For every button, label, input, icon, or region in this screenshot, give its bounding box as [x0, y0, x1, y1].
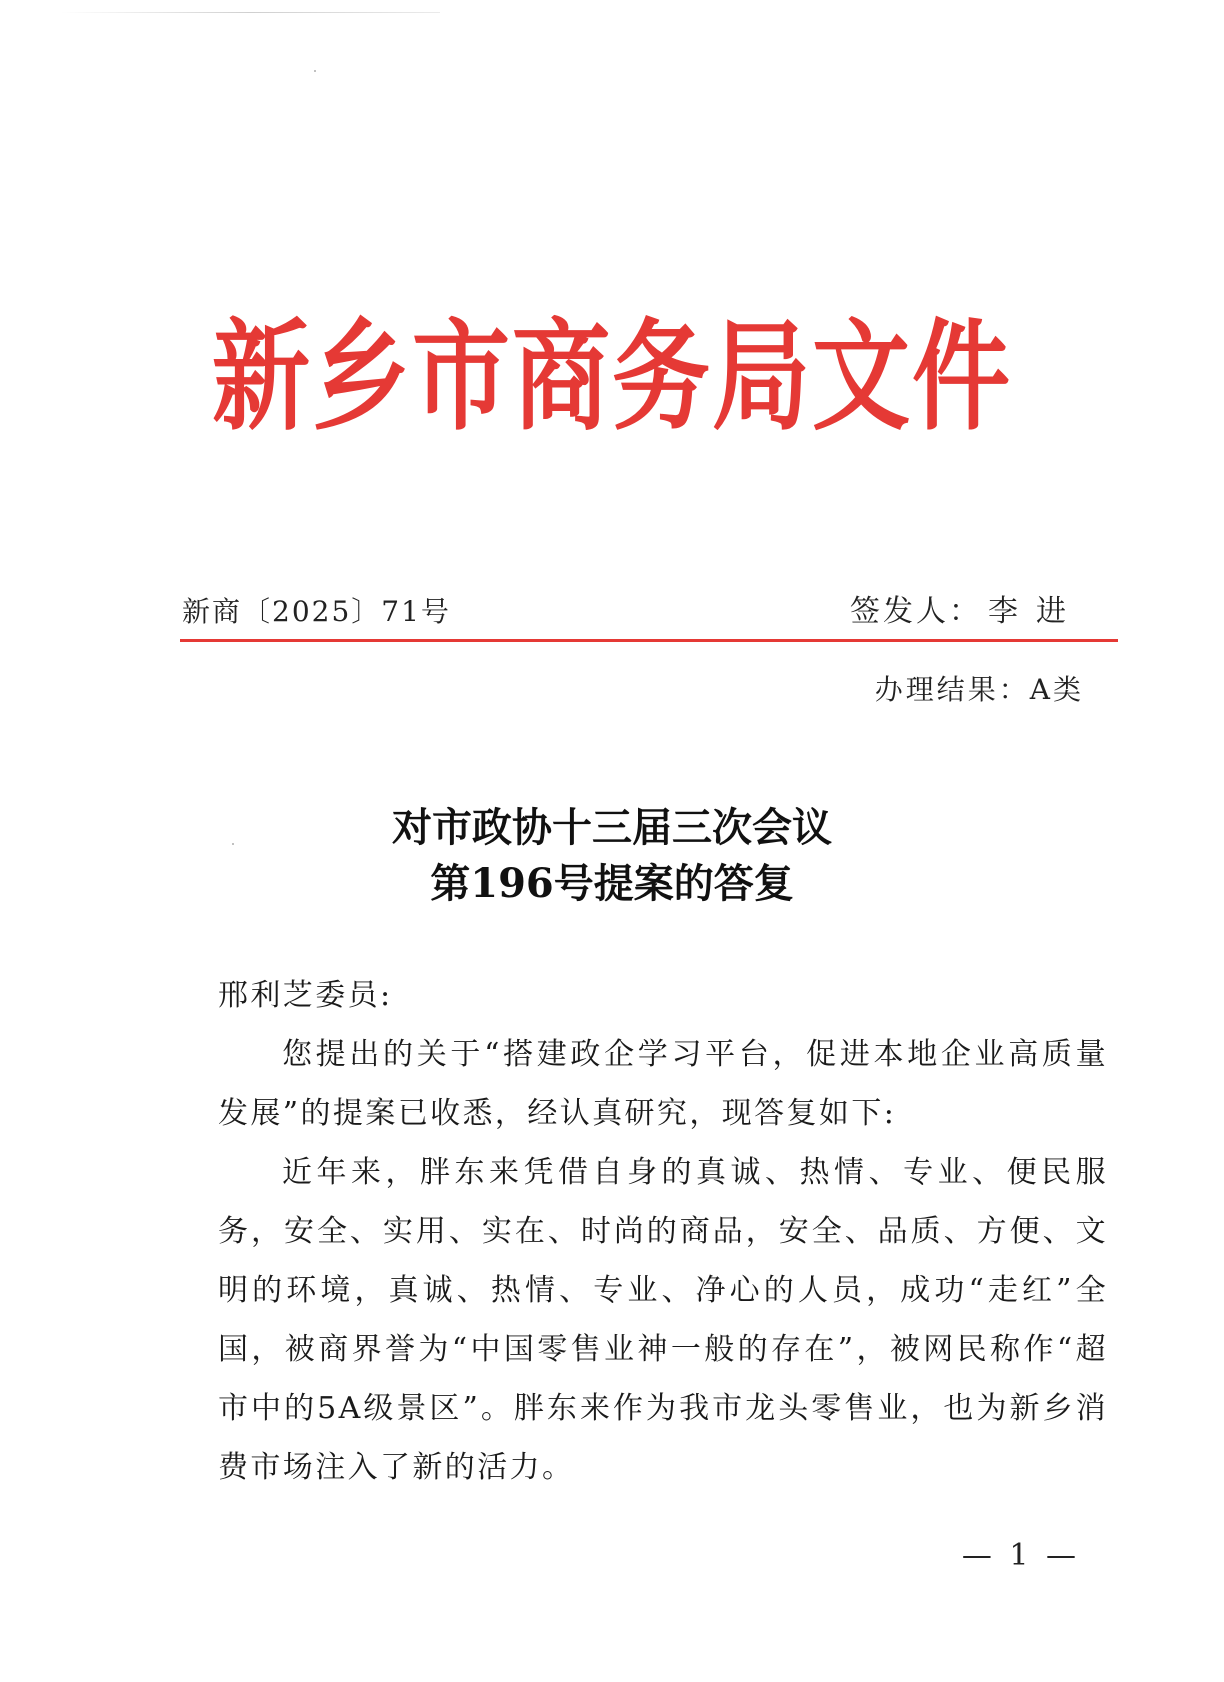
document-title-line-2: 第196号提案的答复: [430, 860, 794, 907]
document-body: [218, 966, 1108, 1497]
page-number: — 1 —: [961, 1538, 1080, 1573]
document-title-line-1: 对市政协十三届三次会议: [392, 804, 832, 851]
paragraph: 近年来，胖东来凭借自身的真诚、热情、专业、便民服务，安全、实用、实在、时尚的商品，安全、品质、方便、文明的环境，真诚、热情、专业、净心的人员，成功“走红”全国，被商界誉为“中国零售业神一般的存在”，被网民称作“超市中的5A级景区”。胖东来作为我市龙头零售业，也为新乡消费市场注入了新的活力。: [218, 1155, 1108, 1485]
letterhead-title: 新乡市商务局文件: [211, 307, 1012, 448]
signer: [850, 586, 1084, 630]
document-title: [0, 800, 1224, 912]
paragraph: 您提出的关于“搭建政企学习平台，促进本地企业高质量发展”的提案已收悉，经认真研究，现答复如下:: [218, 1037, 1108, 1131]
signer-name: 李进: [988, 594, 1084, 629]
scan-speck: [314, 70, 316, 72]
scan-artifact-line: [60, 12, 440, 13]
handling-result: 办理结果：A类: [874, 673, 1084, 706]
red-separator-line: [180, 639, 1118, 642]
salutation: 邢利芝委员:: [218, 978, 393, 1013]
document-number: 新商〔2025〕71号: [182, 595, 451, 628]
signer-label: 签发人：: [850, 594, 982, 629]
